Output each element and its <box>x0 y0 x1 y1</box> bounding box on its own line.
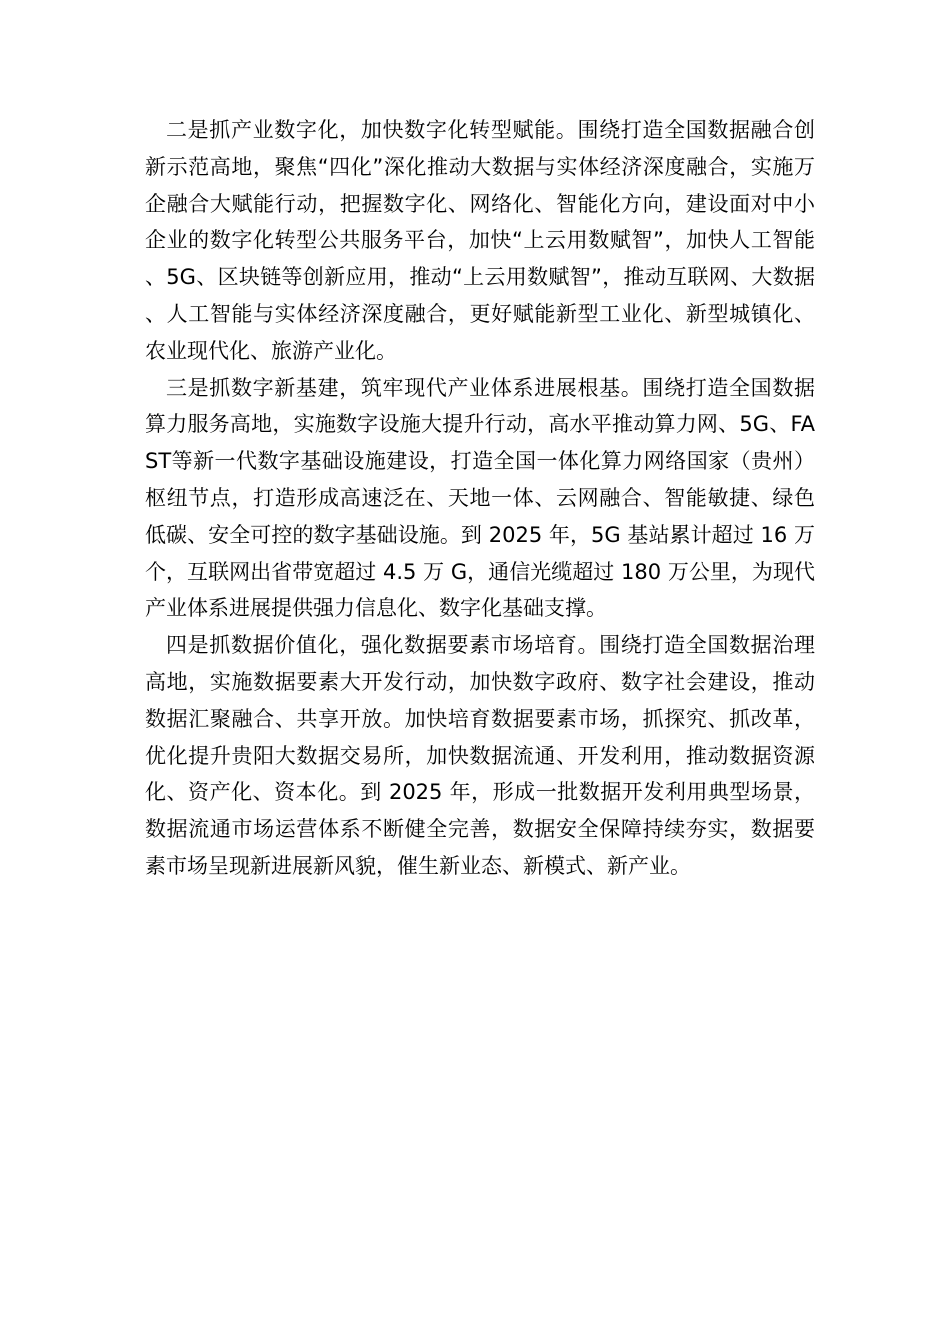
document-body <box>145 112 815 885</box>
paragraph-digital-infrastructure: 三是抓数字新基建，筑牢现代产业体系进展根基。围绕打造全国数据算力服务高地，实施数字设施大提升行动，高水平推动算力网、5G、FAST等新一代数字基础设施建设，打造全国一体化算力网络国家（贵州）枢纽节点，打造形成高速泛在、天地一体、云网融合、智能敏捷、绿色低碳、安全可控的数字基础设施。到 2025 年，5G 基站累计超过 16 万个，互联网出省带宽超过 4.5 万 G，通信光缆超过 180 万公里，为现代产业体系进展提供强力信息化、数字化基础支撑。 <box>145 375 815 621</box>
paragraph-digital-industry: 二是抓产业数字化，加快数字化转型赋能。围绕打造全国数据融合创新示范高地，聚焦“四化”深化推动大数据与实体经济深度融合，实施万企融合大赋能行动，把握数字化、网络化、智能化方向，建设面对中小企业的数字化转型公共服务平台，加快“上云用数赋智”，加快人工智能、5G、区块链等创新应用，推动“上云用数赋智”，推动互联网、大数据、人工智能与实体经济深度融合，更好赋能新型工业化、新型城镇化、农业现代化、旅游产业化。 <box>145 118 815 363</box>
paragraph-data-value: 四是抓数据价值化，强化数据要素市场培育。围绕打造全国数据治理高地，实施数据要素大开发行动，加快数字政府、数字社会建设，推动数据汇聚融合、共享开放。加快培育数据要素市场，抓探究、抓改革，优化提升贵阳大数据交易所，加快数据流通、开发利用，推动数据资源化、资产化、资本化。到 2025 年，形成一批数据开发利用典型场景，数据流通市场运营体系不断健全完善，数据安全保障持续夯实，数据要素市场呈现新进展新风貌，催生新业态、新模式、新产业。 <box>145 633 815 878</box>
